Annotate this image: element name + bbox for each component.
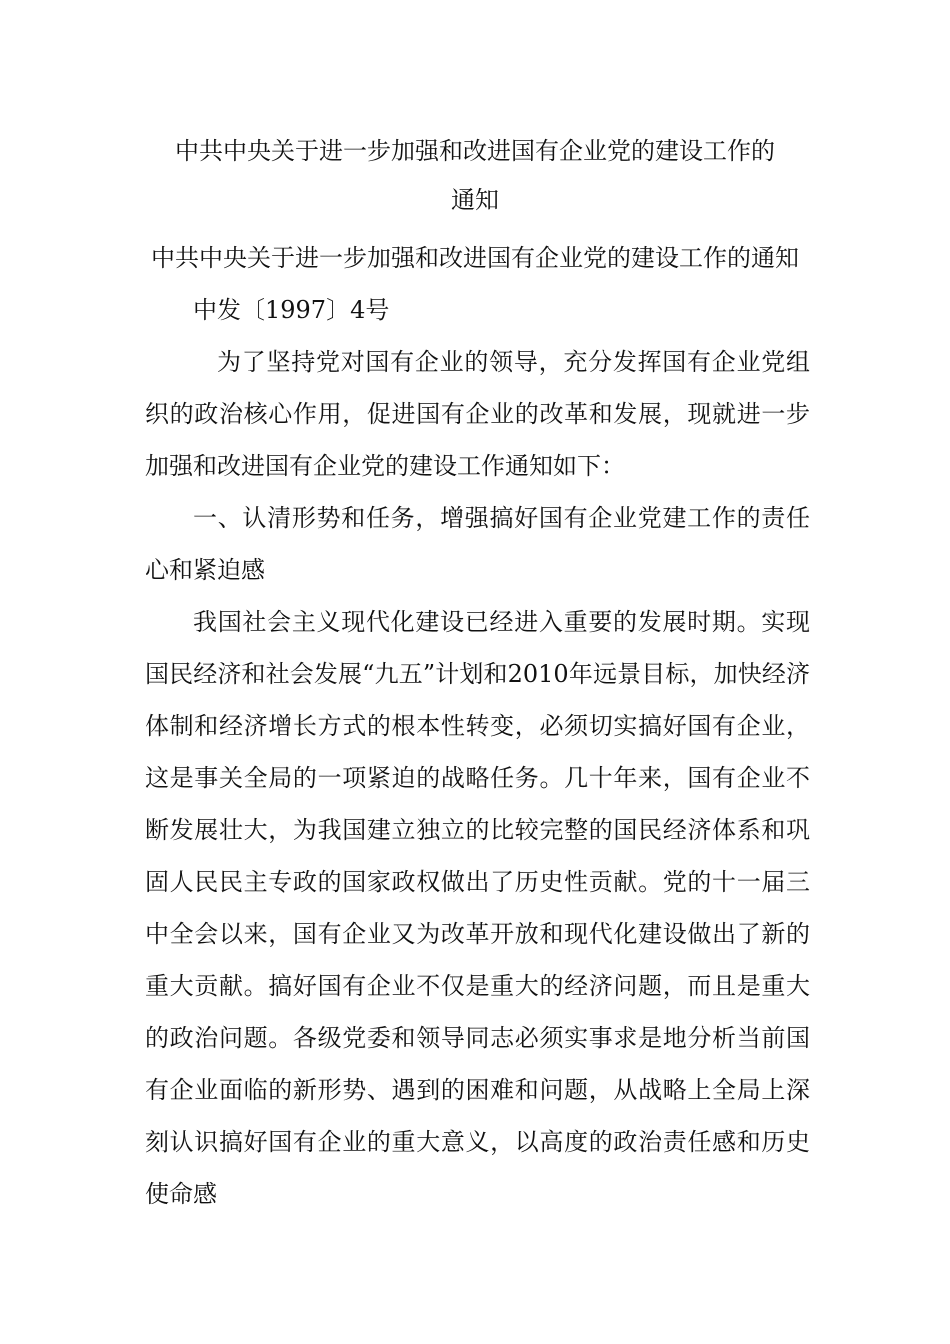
section-heading-1: 一、认清形势和任务，增强搞好国有企业党建工作的责任心和紧迫感 (145, 504, 810, 584)
document-subtitle: 中共中央关于进一步加强和改进国有企业党的建设工作的通知 (151, 244, 799, 272)
document-body (145, 232, 810, 1220)
document-title-line-1: 中共中央关于进一步加强和改进国有企业党的建设工作的 (175, 137, 775, 165)
document-number: 中发〔1997〕4号 (193, 296, 390, 324)
body-paragraph-intro: 为了坚持党对国有企业的领导，充分发挥国有企业党组织的政治核心作用，促进国有企业的改革和发展，现就进一步加强和改进国有企业党的建设工作通知如下： (145, 348, 810, 480)
body-paragraph-1: 我国社会主义现代化建设已经进入重要的发展时期。实现国民经济和社会发展“九五”计划和2010年远景目标，加快经济体制和经济增长方式的根本性转变，必须切实搞好国有企业，这是事关全局的一项紧迫的战略任务。几十年来，国有企业不断发展壮大，为我国建立独立的比较完整的国民经济体系和巩固人民民主专政的国家政权做出了历史性贡献。党的十一届三中全会以来，国有企业又为改革开放和现代化建设做出了新的重大贡献。搞好国有企业不仅是重大的经济问题，而且是重大的政治问题。各级党委和领导同志必须实事求是地分析当前国有企业面临的新形势、遇到的困难和问题，从战略上全局上深刻认识搞好国有企业的重大意义，以高度的政治责任感和历史使命感 (145, 608, 810, 1208)
document-title-line-2: 通知 (451, 186, 499, 214)
